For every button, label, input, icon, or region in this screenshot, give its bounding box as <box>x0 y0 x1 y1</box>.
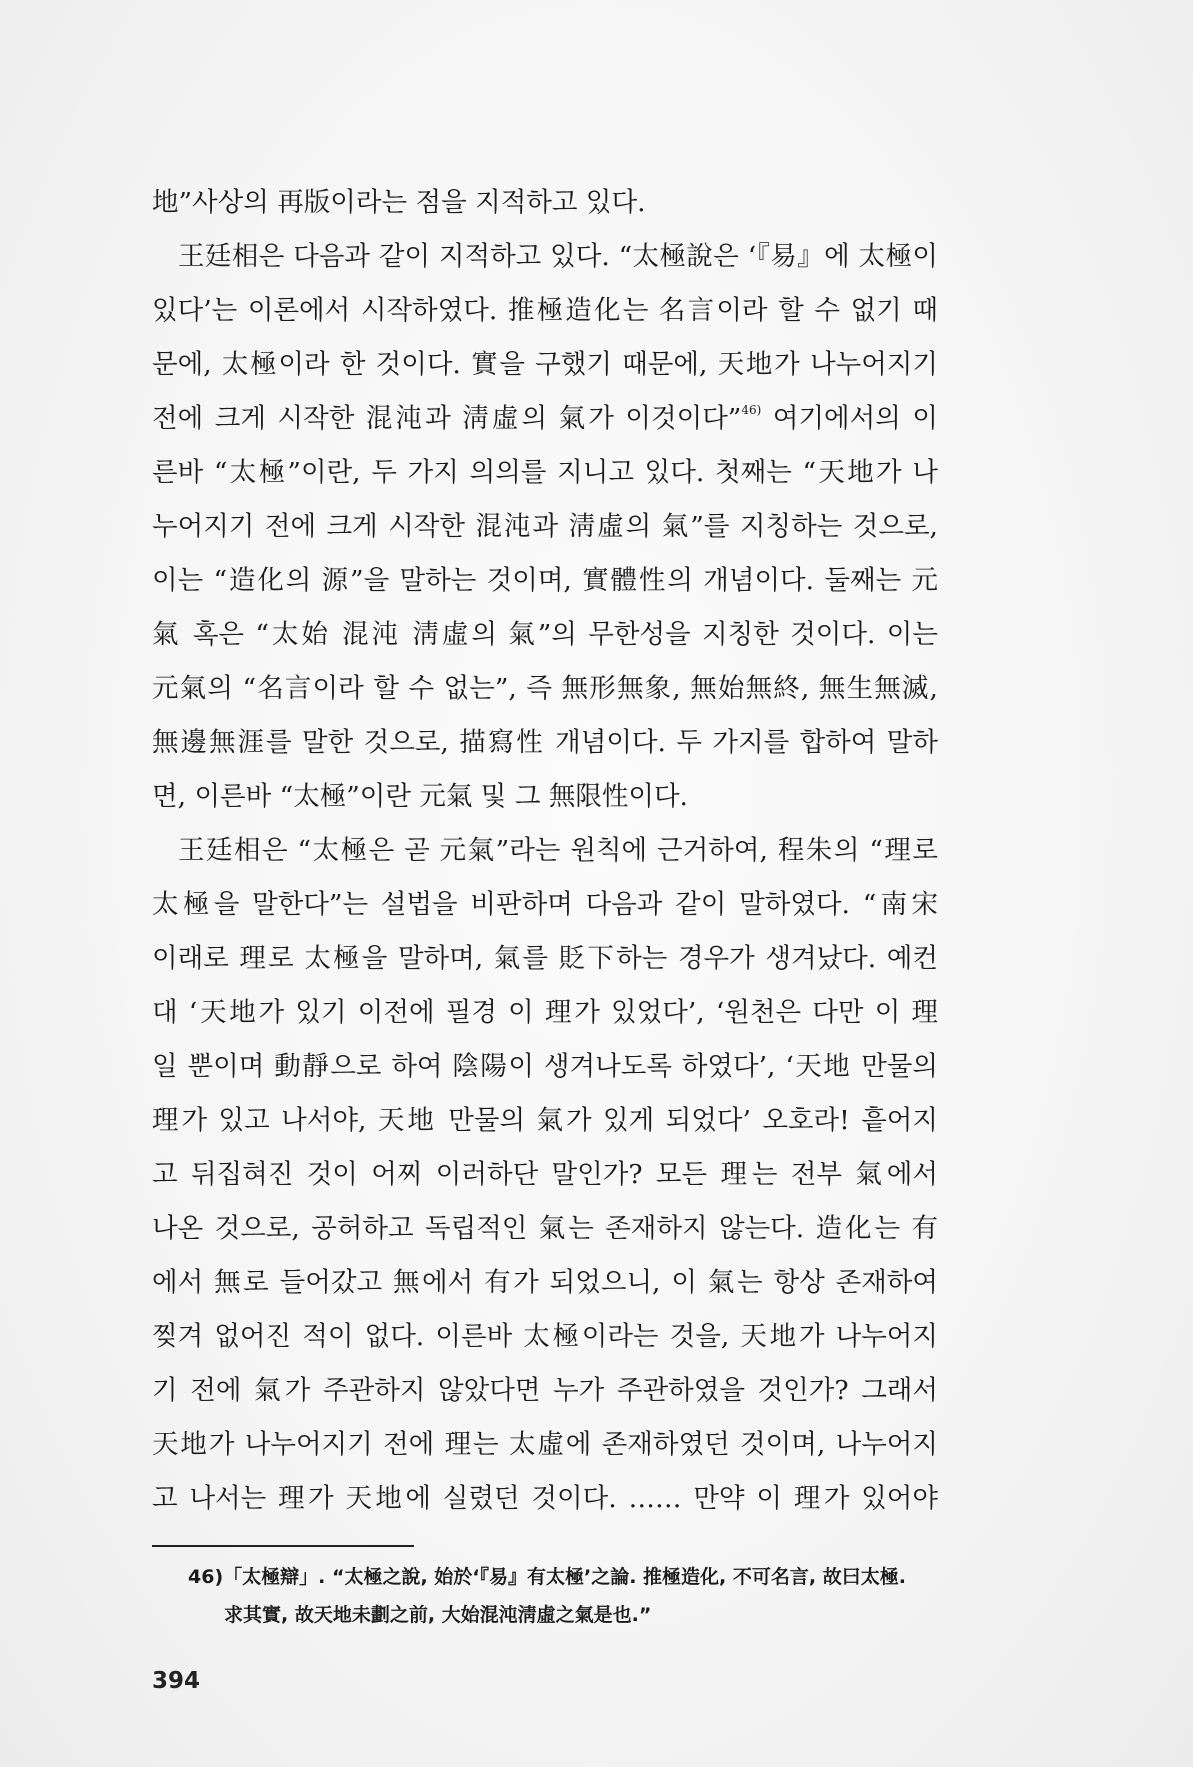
body-line: 에서 無로 들어갔고 無에서 有가 되었으니, 이 氣는 항상 존재하여 <box>152 1267 938 1298</box>
body-line: 天地가 나누어지기 전에 理는 太虛에 존재하였던 것이며, 나누어지 <box>152 1429 938 1460</box>
body-line: 고 나서는 理가 天地에 실렸던 것이다. …… 만약 이 理가 있어야 <box>152 1483 938 1514</box>
footnote-line: 求其實, 故天地未劃之前, 大始混沌淸虛之氣是也.” <box>224 1604 652 1626</box>
body-line: 있다’는 이론에서 시작하였다. 推極造化는 名言이라 할 수 없기 때 <box>152 295 938 326</box>
footnote-divider <box>152 1545 414 1547</box>
body-line: 른바 “太極”이란, 두 가지 의의를 지니고 있다. 첫째는 “天地가 나 <box>152 457 938 488</box>
body-line: 元氣의 “名言이라 할 수 없는”, 즉 無形無象, 無始無終, 無生無滅, <box>152 673 938 704</box>
body-line: 氣 혹은 “太始 混沌 淸虛의 氣”의 무한성을 지칭한 것이다. 이는 <box>152 619 938 650</box>
footnote-line: 46)「太極辯」. “太極之說, 始於‘『易』有太極’之論. 推極造化, 不可名言, 故曰太極. <box>188 1566 906 1588</box>
page-number: 394 <box>152 1668 201 1694</box>
body-line-segment: 전에 크게 시작한 混沌과 淸虛의 氣가 이것이다” <box>152 403 742 434</box>
body-line: 일 뿐이며 動靜으로 하여 陰陽이 생겨나도록 하였다’, ‘天地 만물의 <box>152 1051 938 1082</box>
footnote <box>188 1558 940 1634</box>
body-line: 누어지기 전에 크게 시작한 混沌과 淸虛의 氣”를 지칭하는 것으로, <box>152 511 938 542</box>
body-line: 문에, 太極이라 한 것이다. 實을 구했기 때문에, 天地가 나누어지기 <box>152 349 938 380</box>
body-line: 고 뒤집혀진 것이 어찌 이러하단 말인가? 모든 理는 전부 氣에서 <box>152 1159 938 1190</box>
body-line: 면, 이른바 “太極”이란 元氣 및 그 無限性이다. <box>152 781 688 812</box>
body-line: 기 전에 氣가 주관하지 않았다면 누가 주관하였을 것인가? 그래서 <box>152 1375 938 1406</box>
body-text <box>152 176 938 1526</box>
body-line <box>152 392 938 446</box>
body-line-segment: 여기에서의 이 <box>761 403 938 434</box>
body-line: 太極을 말한다”는 설법을 비판하며 다음과 같이 말하였다. “南宋 <box>152 889 938 920</box>
body-line: 나온 것으로, 공허하고 독립적인 氣는 존재하지 않는다. 造化는 有 <box>152 1213 938 1244</box>
body-line: 이는 “造化의 源”을 말하는 것이며, 實體性의 개념이다. 둘째는 元 <box>152 565 938 596</box>
body-line: 王廷相은 “太極은 곧 元氣”라는 원칙에 근거하여, 程朱의 “理로 <box>178 835 938 866</box>
footnote-reference: 46) <box>741 403 762 417</box>
body-line: 대 ‘天地가 있기 이전에 필경 이 理가 있었다’, ‘원천은 다만 이 理 <box>152 997 938 1028</box>
body-line: 이래로 理로 太極을 말하며, 氣를 貶下하는 경우가 생겨났다. 예컨 <box>152 943 938 974</box>
body-line: 無邊無涯를 말한 것으로, 描寫性 개념이다. 두 가지를 합하여 말하 <box>152 727 938 758</box>
body-line: 地”사상의 再版이라는 점을 지적하고 있다. <box>152 187 646 218</box>
body-line: 理가 있고 나서야, 天地 만물의 氣가 있게 되었다’ 오호라! 흩어지 <box>152 1105 938 1136</box>
body-line: 王廷相은 다음과 같이 지적하고 있다. “太極說은 ‘『易』에 太極이 <box>178 241 938 272</box>
body-line: 찢겨 없어진 적이 없다. 이른바 太極이라는 것을, 天地가 나누어지 <box>152 1321 938 1352</box>
